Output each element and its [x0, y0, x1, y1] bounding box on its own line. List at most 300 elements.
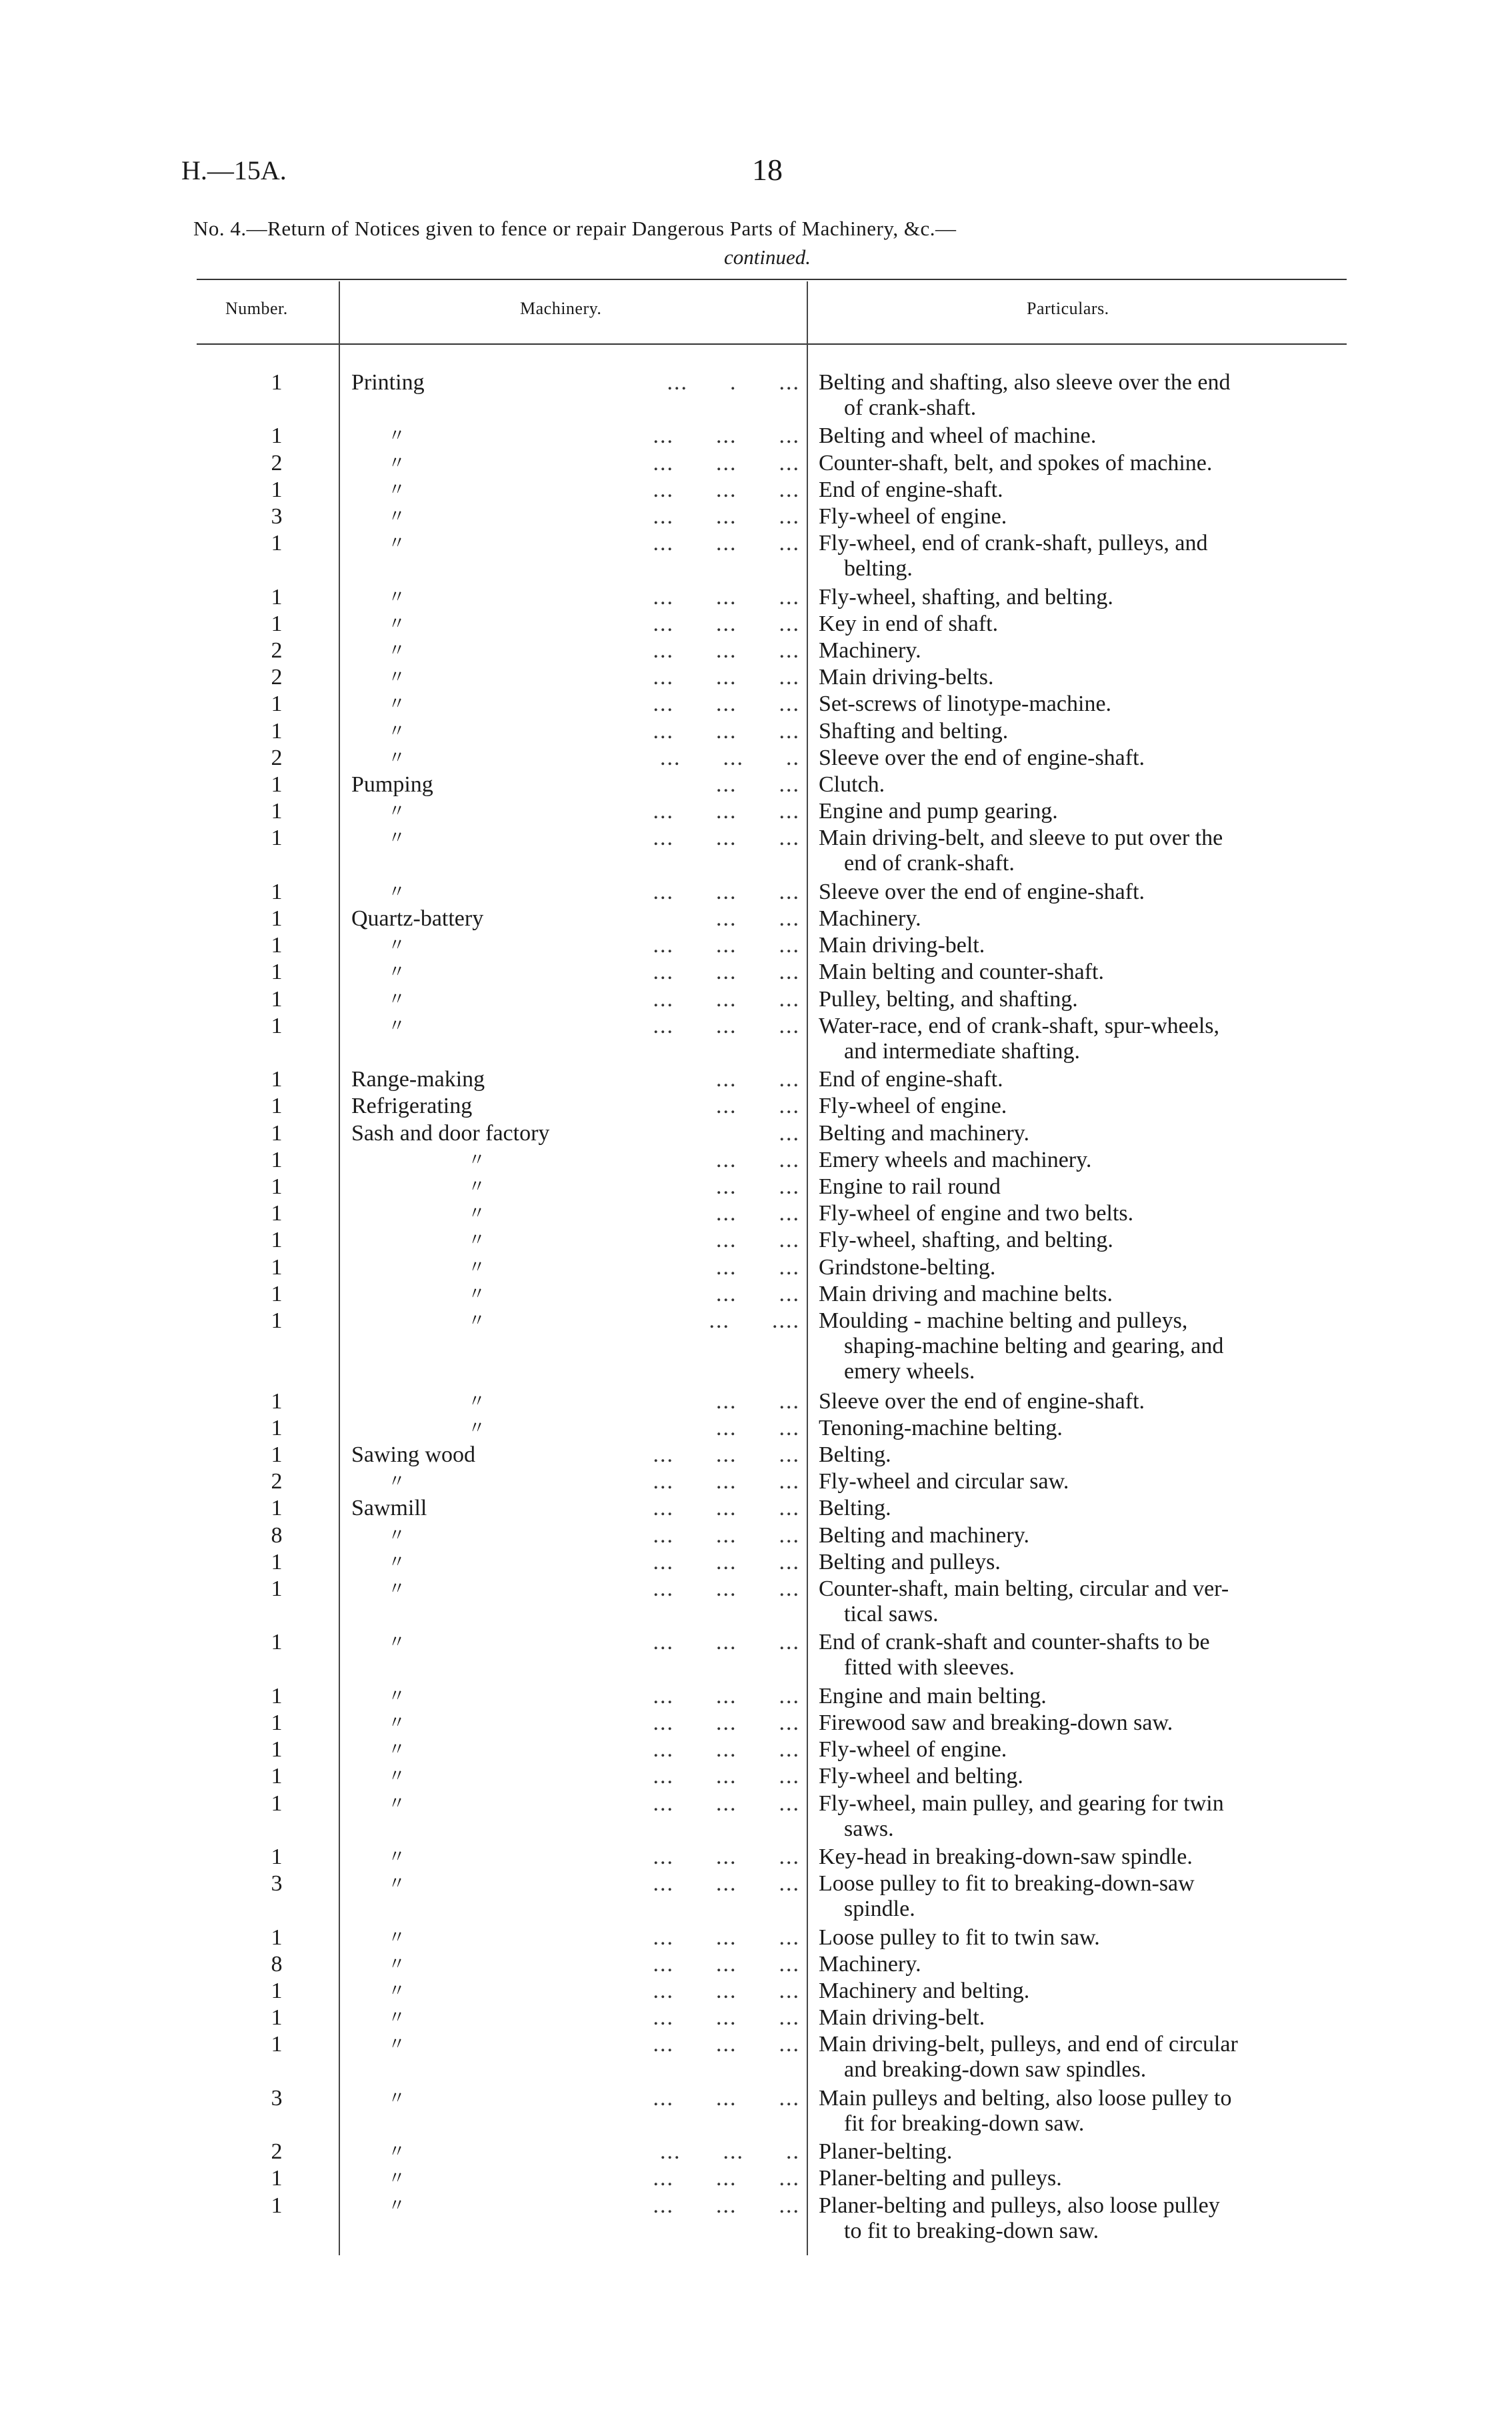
row-number: 2 — [271, 745, 283, 770]
row-machinery: 〃 — [468, 1284, 486, 1304]
particulars-continuation: fitted with sleeves. — [844, 1655, 1015, 1680]
row-number: 1 — [271, 477, 283, 502]
particulars-line: Engine to rail round — [819, 1174, 1001, 1199]
row-particulars — [819, 692, 1365, 717]
row-particulars — [819, 1308, 1365, 1384]
particulars-line: Main driving-belt. — [819, 2005, 985, 2031]
row-number: 1 — [271, 2032, 283, 2057]
row-machinery: 〃 — [388, 882, 406, 902]
row-leader-dots: ... ... ... — [653, 1469, 800, 1494]
row-number: 1 — [271, 1845, 283, 1869]
row-number: 1 — [271, 370, 283, 395]
particulars-line: Grindstone-belting. — [819, 1254, 996, 1280]
row-leader-dots: ... — [779, 1120, 800, 1146]
particulars-continuation: emery wheels. — [844, 1359, 975, 1384]
particulars-line: Main driving-belt. — [819, 933, 985, 958]
particulars-line: Planer-belting and pulleys, also loose pulley — [819, 2193, 1220, 2218]
row-number: 1 — [271, 1388, 283, 1414]
row-number: 1 — [271, 1147, 283, 1172]
row-machinery: 〃 — [388, 1552, 406, 1572]
row-number: 1 — [271, 1254, 283, 1280]
row-machinery: 〃 — [388, 1847, 406, 1867]
row-number: 1 — [271, 2166, 283, 2191]
particulars-line: Pulley, belting, and shafting. — [819, 986, 1078, 1012]
particulars-line: End of crank-shaft and counter-shafts to be — [819, 1630, 1210, 1655]
row-number: 1 — [271, 1228, 283, 1253]
row-number: 1 — [271, 1174, 283, 1199]
row-machinery: 〃 — [388, 2088, 406, 2108]
row-leader-dots: ... ... ... — [653, 692, 800, 717]
row-particulars — [819, 1282, 1365, 1307]
row-machinery: 〃 — [388, 748, 406, 768]
row-particulars — [819, 987, 1365, 1012]
particulars-line: Tenoning-machine belting. — [819, 1415, 1063, 1440]
row-particulars — [819, 1121, 1365, 1146]
row-leader-dots: ... ... ... — [653, 1925, 800, 1950]
row-machinery: 〃 — [388, 721, 406, 741]
row-number: 1 — [271, 1013, 283, 1038]
page-identifier: H.—15A. — [181, 155, 287, 185]
table-header-rule — [197, 343, 1347, 345]
row-machinery: 〃 — [388, 2035, 406, 2055]
row-leader-dots: ... ... ... — [653, 638, 800, 663]
row-number: 8 — [271, 1522, 283, 1548]
row-number: 1 — [271, 1281, 283, 1306]
row-particulars — [819, 1925, 1365, 1951]
row-particulars — [819, 1469, 1365, 1494]
particulars-line: Main driving-belts. — [819, 665, 994, 690]
row-particulars — [819, 638, 1365, 664]
row-number: 1 — [271, 1979, 283, 2003]
row-particulars — [819, 1228, 1365, 1253]
particulars-line: Machinery. — [819, 906, 921, 931]
particulars-line: Belting and machinery. — [819, 1522, 1029, 1548]
particulars-line: Fly-wheel of engine. — [819, 504, 1007, 529]
row-particulars — [819, 1550, 1365, 1575]
row-particulars — [819, 1523, 1365, 1548]
row-number: 1 — [271, 1630, 283, 1655]
row-particulars — [819, 1871, 1365, 1922]
row-number: 1 — [271, 1442, 283, 1467]
row-number: 8 — [271, 1951, 283, 1977]
row-number: 1 — [271, 906, 283, 931]
row-machinery: Quartz-battery — [351, 906, 484, 931]
row-particulars — [819, 1576, 1365, 1627]
table-top-rule — [197, 279, 1347, 280]
row-leader-dots: ... ... ... — [653, 1576, 800, 1601]
row-machinery: 〃 — [468, 1391, 486, 1411]
row-number: 1 — [271, 933, 283, 958]
row-number: 2 — [271, 450, 283, 475]
row-number: 1 — [271, 1576, 283, 1601]
row-leader-dots: ... ... ... — [653, 1442, 800, 1467]
row-leader-dots: ... ... — [716, 1415, 800, 1440]
particulars-line: Main belting and counter-shaft. — [819, 960, 1104, 985]
row-particulars — [819, 612, 1365, 637]
row-number: 1 — [271, 1415, 283, 1440]
row-particulars — [819, 960, 1365, 985]
row-particulars — [819, 1094, 1365, 1119]
row-leader-dots: ... ... ... — [653, 1630, 800, 1655]
row-particulars — [819, 1737, 1365, 1762]
particulars-line: Main driving and machine belts. — [819, 1281, 1113, 1306]
row-machinery: 〃 — [388, 1740, 406, 1760]
row-machinery: 〃 — [388, 1686, 406, 1706]
row-machinery: 〃 — [388, 614, 406, 634]
particulars-line: Key in end of shaft. — [819, 611, 999, 636]
row-machinery: 〃 — [388, 828, 406, 848]
row-particulars — [819, 1174, 1365, 1200]
row-particulars — [819, 477, 1365, 503]
row-particulars — [819, 2193, 1365, 2244]
row-machinery: 〃 — [468, 1311, 486, 1330]
row-particulars — [819, 370, 1365, 421]
particulars-line: Fly-wheel, shafting, and belting. — [819, 584, 1113, 610]
row-number: 1 — [271, 1067, 283, 1092]
row-leader-dots: ... .... — [709, 1308, 800, 1333]
particulars-line: Shafting and belting. — [819, 718, 1009, 744]
row-machinery: 〃 — [388, 1981, 406, 2001]
row-machinery: 〃 — [388, 1525, 406, 1545]
row-number: 1 — [271, 1496, 283, 1521]
row-number: 1 — [271, 1790, 283, 1816]
row-machinery: 〃 — [468, 1418, 486, 1438]
row-leader-dots: ... ... — [716, 772, 800, 797]
row-machinery: 〃 — [388, 1874, 406, 1894]
row-number: 1 — [271, 584, 283, 610]
row-machinery: 〃 — [388, 962, 406, 982]
row-particulars — [819, 1442, 1365, 1468]
row-particulars — [819, 585, 1365, 610]
row-particulars — [819, 531, 1365, 581]
particulars-line: Engine and pump gearing. — [819, 799, 1058, 824]
particulars-line: Sleeve over the end of engine-shaft. — [819, 1388, 1145, 1414]
row-leader-dots: ... ... ... — [653, 504, 800, 529]
particulars-line: Fly-wheel, end of crank-shaft, pulleys, and — [819, 531, 1208, 556]
particulars-continuation: fit for breaking-down saw. — [844, 2111, 1085, 2136]
row-particulars — [819, 772, 1365, 798]
row-number: 1 — [271, 2193, 283, 2218]
row-number: 1 — [271, 1094, 283, 1119]
row-particulars — [819, 933, 1365, 958]
particulars-line: Loose pulley to fit to twin saw. — [819, 1925, 1100, 1950]
row-machinery: 〃 — [468, 1150, 486, 1170]
row-leader-dots: ... ... — [716, 1201, 800, 1226]
particulars-line: Firewood saw and breaking-down saw. — [819, 1710, 1173, 1735]
row-number: 1 — [271, 2005, 283, 2031]
row-leader-dots: ... ... — [716, 1228, 800, 1253]
row-particulars — [819, 1148, 1365, 1173]
row-particulars — [819, 1389, 1365, 1414]
row-particulars — [819, 2032, 1365, 2083]
row-leader-dots: ... ... ... — [653, 1845, 800, 1869]
row-number: 1 — [271, 960, 283, 985]
row-machinery: 〃 — [468, 1177, 486, 1196]
particulars-line: Machinery. — [819, 638, 921, 663]
row-machinery: 〃 — [468, 1257, 486, 1277]
row-particulars — [819, 1791, 1365, 1842]
row-particulars — [819, 906, 1365, 932]
particulars-line: Fly-wheel and belting. — [819, 1764, 1023, 1789]
row-machinery: Refrigerating — [351, 1094, 473, 1119]
row-particulars — [819, 1684, 1365, 1709]
row-machinery: Range-making — [351, 1067, 485, 1092]
row-leader-dots: ... ... ... — [653, 1979, 800, 2003]
row-leader-dots: ... ... ... — [653, 1683, 800, 1708]
row-machinery: 〃 — [468, 1230, 486, 1250]
row-leader-dots: ... ... — [716, 1281, 800, 1306]
particulars-line: Fly-wheel of engine and two belts. — [819, 1201, 1134, 1226]
row-number: 1 — [271, 692, 283, 717]
row-leader-dots: ... ... ... — [653, 2085, 800, 2111]
row-machinery: 〃 — [388, 453, 406, 473]
row-particulars — [819, 665, 1365, 690]
particulars-line: Engine and main belting. — [819, 1683, 1047, 1708]
row-particulars — [819, 1201, 1365, 1226]
row-particulars — [819, 423, 1365, 449]
row-machinery: 〃 — [388, 1927, 406, 1947]
row-leader-dots: ... ... — [716, 1094, 800, 1119]
row-particulars — [819, 1630, 1365, 1680]
particulars-continuation: spindle. — [844, 1897, 915, 1922]
row-number: 1 — [271, 1737, 283, 1762]
particulars-line: Sleeve over the end of engine-shaft. — [819, 879, 1145, 904]
particulars-line: Loose pulley to fit to breaking-down-saw — [819, 1871, 1195, 1897]
row-machinery: 〃 — [388, 1954, 406, 1974]
particulars-line: Emery wheels and machinery. — [819, 1147, 1092, 1172]
row-number: 1 — [271, 1925, 283, 1950]
row-number: 1 — [271, 986, 283, 1012]
row-machinery: 〃 — [388, 802, 406, 822]
row-leader-dots: ... ... — [716, 1147, 800, 1172]
row-leader-dots: ... ... — [716, 906, 800, 931]
row-machinery: 〃 — [388, 1632, 406, 1652]
particulars-line: Fly-wheel of engine. — [819, 1094, 1007, 1119]
particulars-line: Main driving-belt, and sleeve to put over the — [819, 826, 1223, 851]
row-machinery: 〃 — [388, 668, 406, 688]
row-machinery: 〃 — [388, 1793, 406, 1813]
particulars-line: Machinery and belting. — [819, 1979, 1030, 2003]
row-leader-dots: ... ... .. — [660, 2139, 800, 2165]
particulars-line: Belting and shafting, also sleeve over the end — [819, 370, 1231, 395]
particulars-continuation: tical saws. — [844, 1602, 939, 1626]
particulars-continuation: and intermediate shafting. — [844, 1038, 1081, 1064]
row-machinery: 〃 — [388, 1766, 406, 1786]
row-particulars — [819, 799, 1365, 824]
row-leader-dots: ... ... ... — [653, 960, 800, 985]
row-leader-dots: ... ... ... — [653, 1951, 800, 1977]
particulars-line: Main driving-belt, pulleys, and end of circular — [819, 2032, 1238, 2057]
row-particulars — [819, 1979, 1365, 2004]
row-number: 1 — [271, 1201, 283, 1226]
row-machinery: 〃 — [388, 694, 406, 714]
row-leader-dots: ... ... — [716, 1067, 800, 1092]
row-machinery: 〃 — [468, 1204, 486, 1224]
row-number: 1 — [271, 611, 283, 636]
row-leader-dots: ... ... ... — [653, 477, 800, 502]
particulars-line: Belting and pulleys. — [819, 1549, 1001, 1574]
particulars-continuation: belting. — [844, 556, 913, 581]
particulars-line: Clutch. — [819, 772, 885, 797]
column-header-number: Number. — [225, 299, 288, 318]
row-leader-dots: ... ... ... — [653, 2166, 800, 2191]
particulars-line: Main pulleys and belting, also loose pulley to — [819, 2085, 1232, 2111]
column-header-particulars: Particulars. — [1027, 299, 1109, 318]
row-leader-dots: ... ... ... — [653, 826, 800, 851]
row-number: 1 — [271, 879, 283, 904]
row-particulars — [819, 2086, 1365, 2137]
particulars-line: End of engine-shaft. — [819, 1067, 1003, 1092]
row-particulars — [819, 2139, 1365, 2165]
row-particulars — [819, 1014, 1365, 1064]
row-leader-dots: ... ... ... — [653, 665, 800, 690]
particulars-line: Belting and wheel of machine. — [819, 423, 1097, 449]
particulars-line: Sleeve over the end of engine-shaft. — [819, 745, 1145, 770]
row-leader-dots: ... ... ... — [653, 1522, 800, 1548]
row-machinery: Pumping — [351, 772, 433, 797]
row-number: 1 — [271, 531, 283, 556]
row-machinery: 〃 — [388, 936, 406, 956]
row-particulars — [819, 880, 1365, 905]
row-machinery: Printing — [351, 370, 425, 395]
particulars-line: Set-screws of linotype-machine. — [819, 692, 1112, 717]
row-number: 3 — [271, 1871, 283, 1897]
row-leader-dots: ... ... ... — [653, 986, 800, 1012]
row-leader-dots: ... ... ... — [653, 1710, 800, 1735]
row-machinery: 〃 — [388, 1472, 406, 1492]
row-number: 1 — [271, 1549, 283, 1574]
row-particulars — [819, 2166, 1365, 2191]
page-number: 18 — [752, 153, 783, 187]
row-number: 1 — [271, 1308, 283, 1333]
row-leader-dots: ... ... ... — [653, 799, 800, 824]
row-particulars — [819, 2005, 1365, 2031]
row-number: 2 — [271, 1469, 283, 1494]
row-machinery: 〃 — [388, 587, 406, 607]
particulars-line: Counter-shaft, belt, and spokes of machine. — [819, 450, 1213, 475]
row-number: 1 — [271, 423, 283, 449]
page-title-continued: continued. — [724, 245, 811, 269]
particulars-line: Fly-wheel, shafting, and belting. — [819, 1228, 1113, 1253]
row-number: 2 — [271, 2139, 283, 2165]
row-machinery: Sawing wood — [351, 1442, 476, 1467]
row-number: 3 — [271, 2085, 283, 2111]
row-particulars — [819, 1952, 1365, 1977]
page-title: No. 4.—Return of Notices given to fence or repair Dangerous Parts of Machinery, &c.— — [193, 217, 957, 240]
particulars-line: End of engine-shaft. — [819, 477, 1003, 502]
row-number: 1 — [271, 718, 283, 744]
row-leader-dots: ... ... ... — [653, 1496, 800, 1521]
particulars-line: Belting. — [819, 1442, 891, 1467]
row-particulars — [819, 451, 1365, 476]
row-leader-dots: ... ... ... — [653, 584, 800, 610]
row-machinery: 〃 — [388, 507, 406, 526]
row-particulars — [819, 1067, 1365, 1092]
row-leader-dots: ... ... ... — [653, 2193, 800, 2218]
row-machinery: 〃 — [388, 2142, 406, 2162]
column-divider-left — [339, 281, 340, 2255]
row-leader-dots: ... ... ... — [653, 2005, 800, 2031]
row-machinery: 〃 — [388, 2195, 406, 2215]
row-leader-dots: ... ... ... — [653, 531, 800, 556]
row-number: 3 — [271, 504, 283, 529]
row-particulars — [819, 719, 1365, 744]
particulars-continuation: to fit to breaking-down saw. — [844, 2218, 1099, 2243]
row-leader-dots: ... ... ... — [653, 450, 800, 475]
row-leader-dots: ... ... — [716, 1254, 800, 1280]
particulars-line: Fly-wheel and circular saw. — [819, 1469, 1069, 1494]
particulars-continuation: saws. — [844, 1816, 894, 1841]
row-leader-dots: ... ... ... — [653, 611, 800, 636]
particulars-continuation: end of crank-shaft. — [844, 851, 1015, 876]
row-particulars — [819, 826, 1365, 876]
row-number: 2 — [271, 665, 283, 690]
particulars-continuation: of crank-shaft. — [844, 395, 977, 420]
row-leader-dots: ... ... ... — [653, 1737, 800, 1762]
row-particulars — [819, 1496, 1365, 1521]
row-leader-dots: ... ... ... — [653, 1790, 800, 1816]
row-particulars — [819, 504, 1365, 529]
particulars-line: Planer-belting. — [819, 2139, 953, 2165]
particulars-line: Belting and machinery. — [819, 1120, 1029, 1146]
particulars-continuation: and breaking-down saw spindles. — [844, 2057, 1147, 2083]
row-number: 1 — [271, 1710, 283, 1735]
column-header-machinery: Machinery. — [520, 299, 602, 318]
particulars-line: Fly-wheel of engine. — [819, 1737, 1007, 1762]
row-leader-dots: ... ... ... — [653, 423, 800, 449]
particulars-continuation: shaping-machine belting and gearing, and — [844, 1334, 1224, 1358]
row-machinery: 〃 — [388, 989, 406, 1009]
row-leader-dots: ... ... .. — [660, 745, 800, 770]
row-particulars — [819, 1416, 1365, 1441]
particulars-line: Fly-wheel, main pulley, and gearing for twin — [819, 1790, 1224, 1816]
row-leader-dots: ... ... ... — [653, 2032, 800, 2057]
particulars-line: Counter-shaft, main belting, circular and ver- — [819, 1576, 1229, 1601]
row-machinery: 〃 — [388, 641, 406, 660]
row-leader-dots: ... ... ... — [653, 933, 800, 958]
row-leader-dots: ... . ... — [667, 370, 800, 395]
row-number: 1 — [271, 1120, 283, 1146]
row-leader-dots: ... ... — [716, 1174, 800, 1199]
row-leader-dots: ... ... ... — [653, 718, 800, 744]
row-machinery: 〃 — [388, 1713, 406, 1732]
row-leader-dots: ... ... ... — [653, 1764, 800, 1789]
row-particulars — [819, 1764, 1365, 1789]
row-particulars — [819, 1255, 1365, 1280]
row-leader-dots: ... ... ... — [653, 879, 800, 904]
row-number: 1 — [271, 799, 283, 824]
row-leader-dots: ... ... ... — [653, 1871, 800, 1897]
row-leader-dots: ... ... ... — [653, 1549, 800, 1574]
particulars-line: Machinery. — [819, 1951, 921, 1977]
row-leader-dots: ... ... — [716, 1388, 800, 1414]
row-machinery: 〃 — [388, 2169, 406, 2189]
particulars-line: Key-head in breaking-down-saw spindle. — [819, 1845, 1193, 1869]
row-particulars — [819, 746, 1365, 771]
row-machinery: 〃 — [388, 1579, 406, 1598]
row-machinery: 〃 — [388, 2008, 406, 2028]
row-leader-dots: ... ... ... — [653, 1013, 800, 1038]
particulars-line: Planer-belting and pulleys. — [819, 2166, 1062, 2191]
particulars-line: Moulding - machine belting and pulleys, — [819, 1308, 1188, 1333]
row-particulars — [819, 1845, 1365, 1870]
row-machinery: Sawmill — [351, 1496, 427, 1521]
row-number: 2 — [271, 638, 283, 663]
particulars-line: Water-race, end of crank-shaft, spur-wheels, — [819, 1013, 1219, 1038]
particulars-line: Belting. — [819, 1496, 891, 1521]
row-machinery: Sash and door factory — [351, 1120, 550, 1146]
row-number: 1 — [271, 1683, 283, 1708]
